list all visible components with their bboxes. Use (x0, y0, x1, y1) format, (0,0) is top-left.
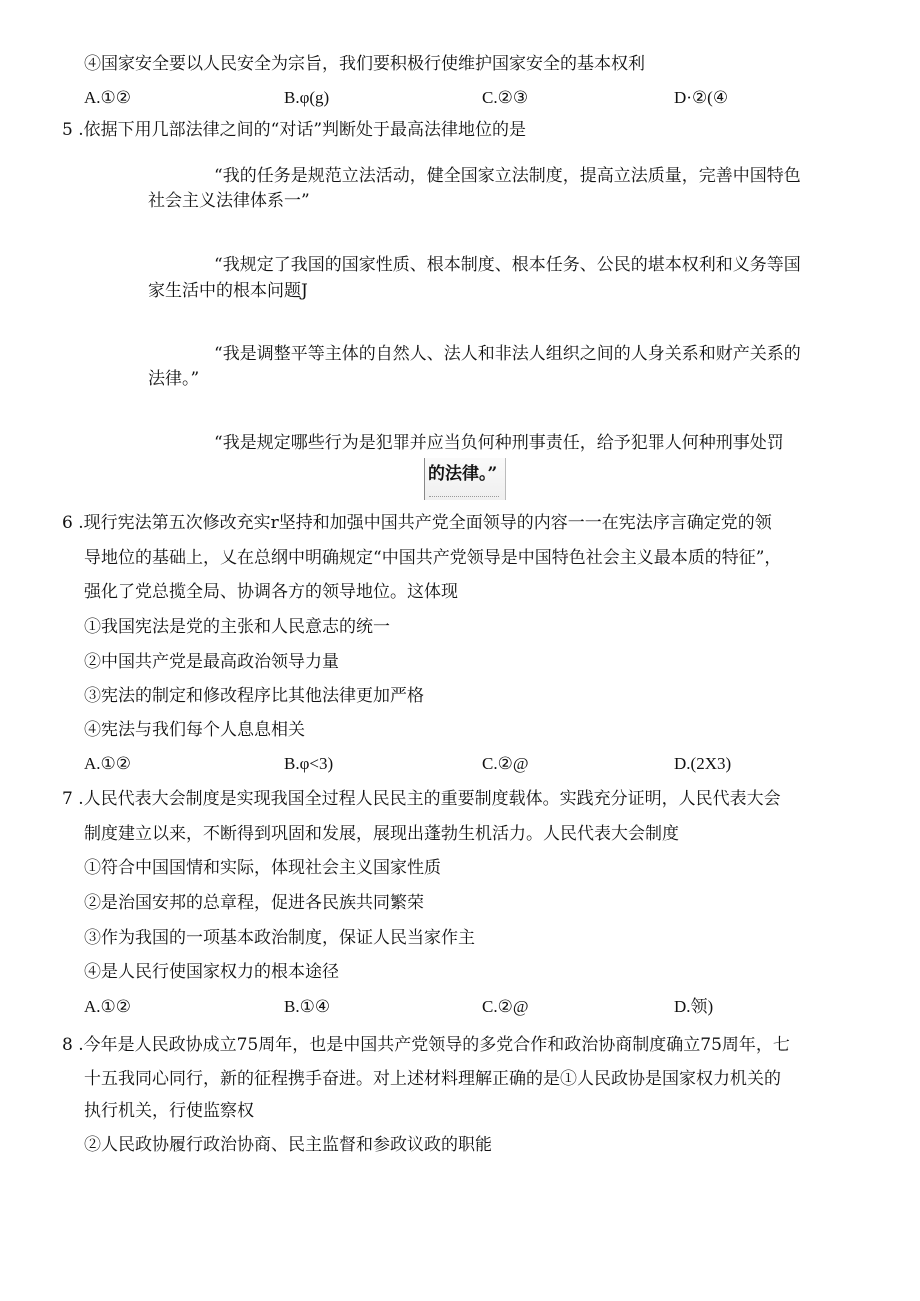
q7-option-c: C.②@ (482, 997, 529, 1016)
q6-statement-3: ③宪法的制定和修改程序比其他法律更加严格 (84, 686, 424, 706)
q7-option-d: D.领) (674, 997, 714, 1016)
q4-statement-4: ④国家安全要以人民安全为宗旨，我们要积极行使维护国家安全的基本权利 (84, 54, 645, 74)
q5-quote2-line2: 家生活中的根本问题J (148, 281, 308, 301)
q6-option-d: D.(2X3) (674, 754, 732, 773)
q4-option-b: B.φ(g) (284, 88, 330, 107)
q5-quote4-line1: “我是规定哪些行为是犯罪并应当负何种刑事责任，给予犯罪人何种刑事处罚 (214, 433, 784, 453)
q6-option-c: C.②@ (482, 754, 529, 773)
q5-quote1-line1: “我的任务是规范立法活动，健全国家立法制度，提高立法质量，完善中国特色 (214, 166, 801, 186)
q7-statement-1: ①符合中国国情和实际，体现社会主义国家性质 (84, 858, 441, 878)
q6-stem-line1: 6 .现行宪法第五次修改充实r坚持和加强中国共产党全面领导的内容一一在宪法序言确定党的领 (62, 513, 772, 533)
q7-option-a: A.①② (84, 997, 132, 1016)
q8-stem-line3: 执行机关，行使监察权 (84, 1101, 254, 1121)
q5-quote4-line2: 的法律。” (428, 464, 498, 484)
q5-quote3-line2: 法律。” (148, 369, 200, 389)
q6-statement-1: ①我国宪法是党的主张和人民意志的统一 (84, 617, 390, 637)
pasted-text-fragment (424, 458, 506, 500)
q6-statement-2: ②中国共产党是最高政治领导力量 (84, 652, 339, 672)
q6-option-b: B.φ<3) (284, 754, 334, 773)
q7-statement-2: ②是治国安邦的总章程，促进各民族共同繁荣 (84, 893, 424, 913)
q8-stem-line1: 8 .今年是人民政协成立75周年，也是中国共产党领导的多党合作和政治协商制度确立75周年，七 (62, 1035, 790, 1055)
q7-statement-3: ③作为我国的一项基本政治制度，保证人民当家作主 (84, 928, 475, 948)
q5-quote1-line2: 社会主义法律体系一” (148, 191, 310, 211)
q4-option-c: C.②③ (482, 88, 529, 107)
q4-option-a: A.①② (84, 88, 132, 107)
q6-stem-line2: 导地位的基础上，乂在总纲中明确规定“中国共产党领导是中国特色社会主义最本质的特征”， (84, 548, 782, 568)
q6-option-a: A.①② (84, 754, 132, 773)
q8-statement-2: ②人民政协履行政治协商、民主监督和参政议政的职能 (84, 1135, 492, 1155)
q7-stem-line1: 7 .人民代表大会制度是实现我国全过程人民民主的重要制度载体。实践充分证明，人民代表大会 (62, 789, 781, 809)
q5-quote3-line1: “我是调整平等主体的自然人、法人和非法人组织之间的人身关系和财产关系的 (214, 344, 801, 364)
dotted-underline (429, 496, 499, 497)
q7-stem-line2: 制度建立以来，不断得到巩固和发展，展现出蓬勃生机活力。人民代表大会制度 (84, 824, 679, 844)
q5-quote2-line1: “我规定了我国的国家性质、根本制度、根本任务、公民的堪本权利和义务等国 (214, 255, 801, 275)
q7-statement-4: ④是人民行使国家权力的根本途径 (84, 962, 339, 982)
q6-statement-4: ④宪法与我们每个人息息相关 (84, 720, 305, 740)
q7-option-b: B.①④ (284, 997, 331, 1016)
q4-option-d: D·②(④ (674, 88, 729, 107)
q5-stem: 5 .依据下用几部法律之间的“对话”判断处于最高法律地位的是 (62, 120, 527, 140)
q6-stem-line3: 强化了党总揽全局、协调各方的领导地位。这体现 (84, 582, 458, 602)
q8-stem-line2: 十五我同心同行，新的征程携手奋进。对上述材料理解正确的是①人民政协是国家权力机关的 (84, 1069, 781, 1089)
